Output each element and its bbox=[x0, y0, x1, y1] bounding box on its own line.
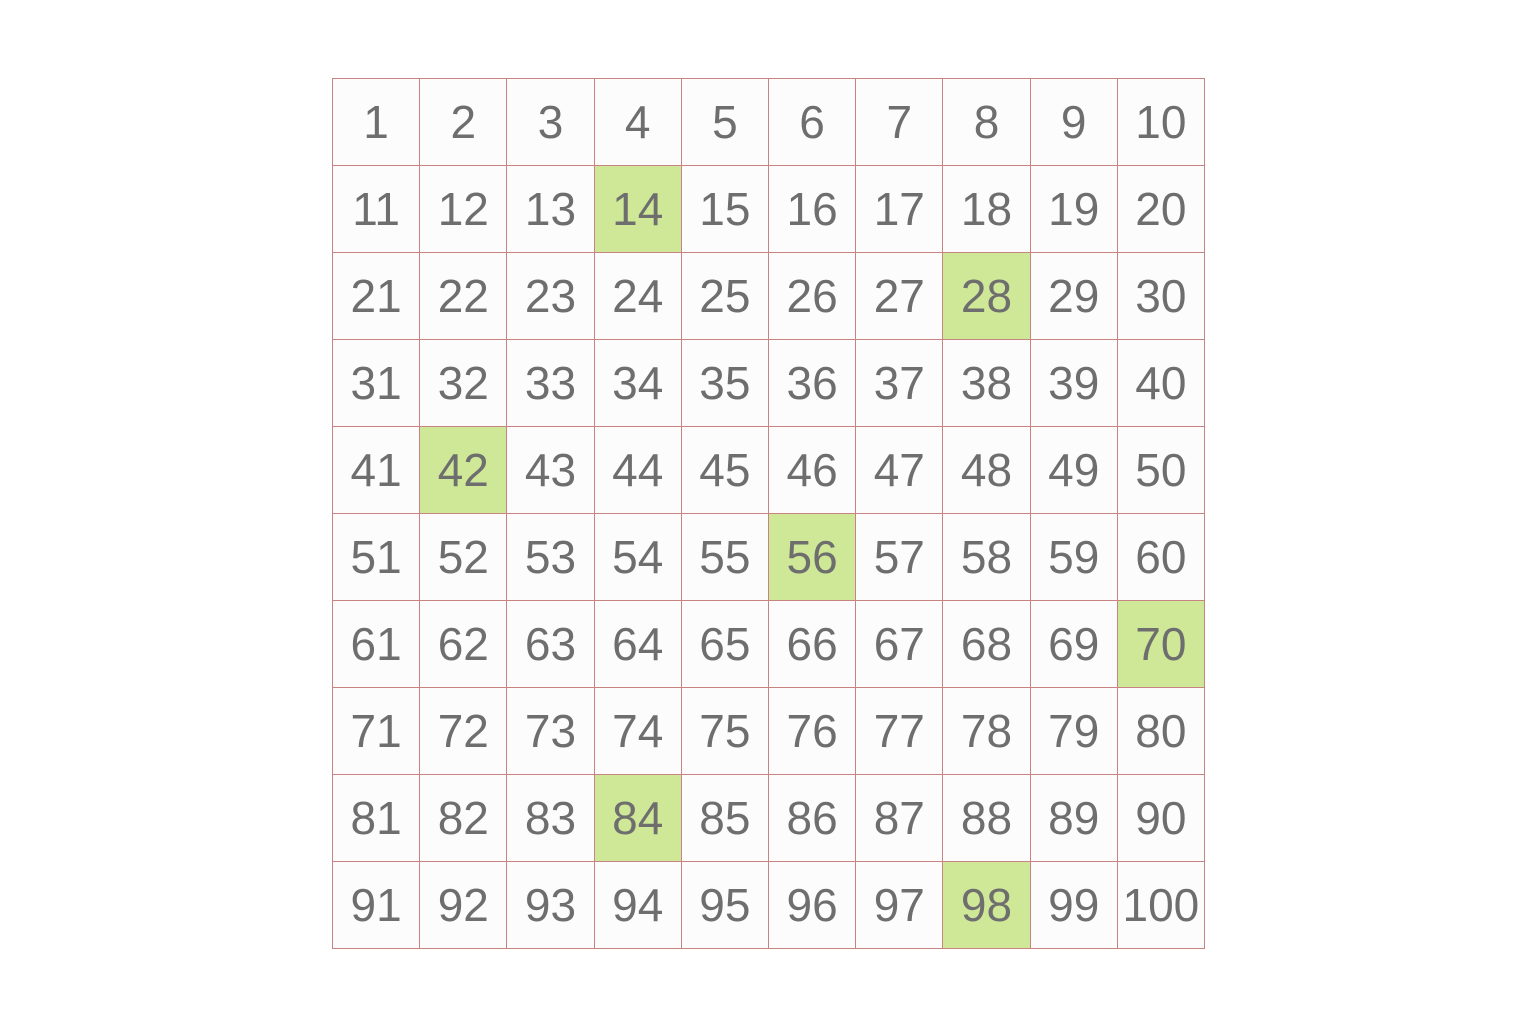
grid-cell: 64 bbox=[595, 601, 682, 688]
grid-cell: 73 bbox=[507, 688, 594, 775]
grid-cell: 87 bbox=[856, 775, 943, 862]
grid-cell: 25 bbox=[682, 253, 769, 340]
grid-cell: 81 bbox=[333, 775, 420, 862]
grid-cell: 12 bbox=[420, 166, 507, 253]
grid-cell: 38 bbox=[943, 340, 1030, 427]
grid-cell: 79 bbox=[1031, 688, 1118, 775]
grid-cell: 82 bbox=[420, 775, 507, 862]
grid-cell: 22 bbox=[420, 253, 507, 340]
grid-cell: 61 bbox=[333, 601, 420, 688]
grid-cell: 97 bbox=[856, 862, 943, 949]
grid-cell: 85 bbox=[682, 775, 769, 862]
grid-cell: 75 bbox=[682, 688, 769, 775]
grid-cell: 32 bbox=[420, 340, 507, 427]
grid-cell: 99 bbox=[1031, 862, 1118, 949]
grid-cell-highlighted: 84 bbox=[595, 775, 682, 862]
grid-cell: 83 bbox=[507, 775, 594, 862]
grid-cell: 48 bbox=[943, 427, 1030, 514]
grid-cell: 94 bbox=[595, 862, 682, 949]
grid-cell: 66 bbox=[769, 601, 856, 688]
grid-cell: 7 bbox=[856, 79, 943, 166]
grid-cell: 29 bbox=[1031, 253, 1118, 340]
grid-cell: 45 bbox=[682, 427, 769, 514]
grid-cell: 41 bbox=[333, 427, 420, 514]
grid-cell: 77 bbox=[856, 688, 943, 775]
grid-cell: 3 bbox=[507, 79, 594, 166]
grid-cell: 71 bbox=[333, 688, 420, 775]
grid-cell: 17 bbox=[856, 166, 943, 253]
grid-cell: 24 bbox=[595, 253, 682, 340]
grid-cell: 86 bbox=[769, 775, 856, 862]
grid-cell: 96 bbox=[769, 862, 856, 949]
grid-cell: 57 bbox=[856, 514, 943, 601]
grid-cell: 65 bbox=[682, 601, 769, 688]
grid-cell: 95 bbox=[682, 862, 769, 949]
grid-cell: 69 bbox=[1031, 601, 1118, 688]
grid-cell: 11 bbox=[333, 166, 420, 253]
grid-cell: 1 bbox=[333, 79, 420, 166]
grid-cell-highlighted: 98 bbox=[943, 862, 1030, 949]
grid-cell: 13 bbox=[507, 166, 594, 253]
grid-cell: 2 bbox=[420, 79, 507, 166]
grid-cell: 27 bbox=[856, 253, 943, 340]
grid-cell: 30 bbox=[1118, 253, 1205, 340]
grid-cell-highlighted: 28 bbox=[943, 253, 1030, 340]
grid-cell: 44 bbox=[595, 427, 682, 514]
grid-cell: 68 bbox=[943, 601, 1030, 688]
grid-cell: 49 bbox=[1031, 427, 1118, 514]
hundred-chart bbox=[332, 78, 1205, 949]
grid-cell: 35 bbox=[682, 340, 769, 427]
grid-cell: 16 bbox=[769, 166, 856, 253]
grid-cell: 33 bbox=[507, 340, 594, 427]
grid-cell: 6 bbox=[769, 79, 856, 166]
grid-cell: 59 bbox=[1031, 514, 1118, 601]
grid-cell: 4 bbox=[595, 79, 682, 166]
grid-cell: 88 bbox=[943, 775, 1030, 862]
grid-cell: 62 bbox=[420, 601, 507, 688]
grid-cell: 53 bbox=[507, 514, 594, 601]
grid-cell: 39 bbox=[1031, 340, 1118, 427]
grid-cell-highlighted: 14 bbox=[595, 166, 682, 253]
grid-cell: 63 bbox=[507, 601, 594, 688]
grid-cell: 20 bbox=[1118, 166, 1205, 253]
grid-cell: 72 bbox=[420, 688, 507, 775]
grid-cell: 8 bbox=[943, 79, 1030, 166]
grid-cell: 52 bbox=[420, 514, 507, 601]
grid-cell: 51 bbox=[333, 514, 420, 601]
grid-cell: 34 bbox=[595, 340, 682, 427]
grid-cell-highlighted: 56 bbox=[769, 514, 856, 601]
grid-cell-highlighted: 70 bbox=[1118, 601, 1205, 688]
grid-cell: 15 bbox=[682, 166, 769, 253]
grid-cell: 5 bbox=[682, 79, 769, 166]
grid-cell: 60 bbox=[1118, 514, 1205, 601]
grid-cell: 31 bbox=[333, 340, 420, 427]
grid-cell: 54 bbox=[595, 514, 682, 601]
grid-cell: 47 bbox=[856, 427, 943, 514]
grid-cell: 100 bbox=[1118, 862, 1205, 949]
grid-cell: 21 bbox=[333, 253, 420, 340]
grid-cell: 19 bbox=[1031, 166, 1118, 253]
grid-cell: 18 bbox=[943, 166, 1030, 253]
grid-cell: 80 bbox=[1118, 688, 1205, 775]
grid-cell: 9 bbox=[1031, 79, 1118, 166]
grid-cell: 23 bbox=[507, 253, 594, 340]
grid-cell: 10 bbox=[1118, 79, 1205, 166]
grid-cell: 36 bbox=[769, 340, 856, 427]
grid-cell: 76 bbox=[769, 688, 856, 775]
grid-cell: 40 bbox=[1118, 340, 1205, 427]
grid-cell: 43 bbox=[507, 427, 594, 514]
grid-cell: 74 bbox=[595, 688, 682, 775]
grid-cell: 93 bbox=[507, 862, 594, 949]
grid-cell: 55 bbox=[682, 514, 769, 601]
grid-cell-highlighted: 42 bbox=[420, 427, 507, 514]
grid-cell: 37 bbox=[856, 340, 943, 427]
grid-cell: 46 bbox=[769, 427, 856, 514]
grid-cell: 26 bbox=[769, 253, 856, 340]
grid-cell: 90 bbox=[1118, 775, 1205, 862]
grid-cell: 91 bbox=[333, 862, 420, 949]
grid-cell: 89 bbox=[1031, 775, 1118, 862]
grid-cell: 67 bbox=[856, 601, 943, 688]
grid-cell: 92 bbox=[420, 862, 507, 949]
grid-cell: 50 bbox=[1118, 427, 1205, 514]
grid-cell: 78 bbox=[943, 688, 1030, 775]
grid-cell: 58 bbox=[943, 514, 1030, 601]
